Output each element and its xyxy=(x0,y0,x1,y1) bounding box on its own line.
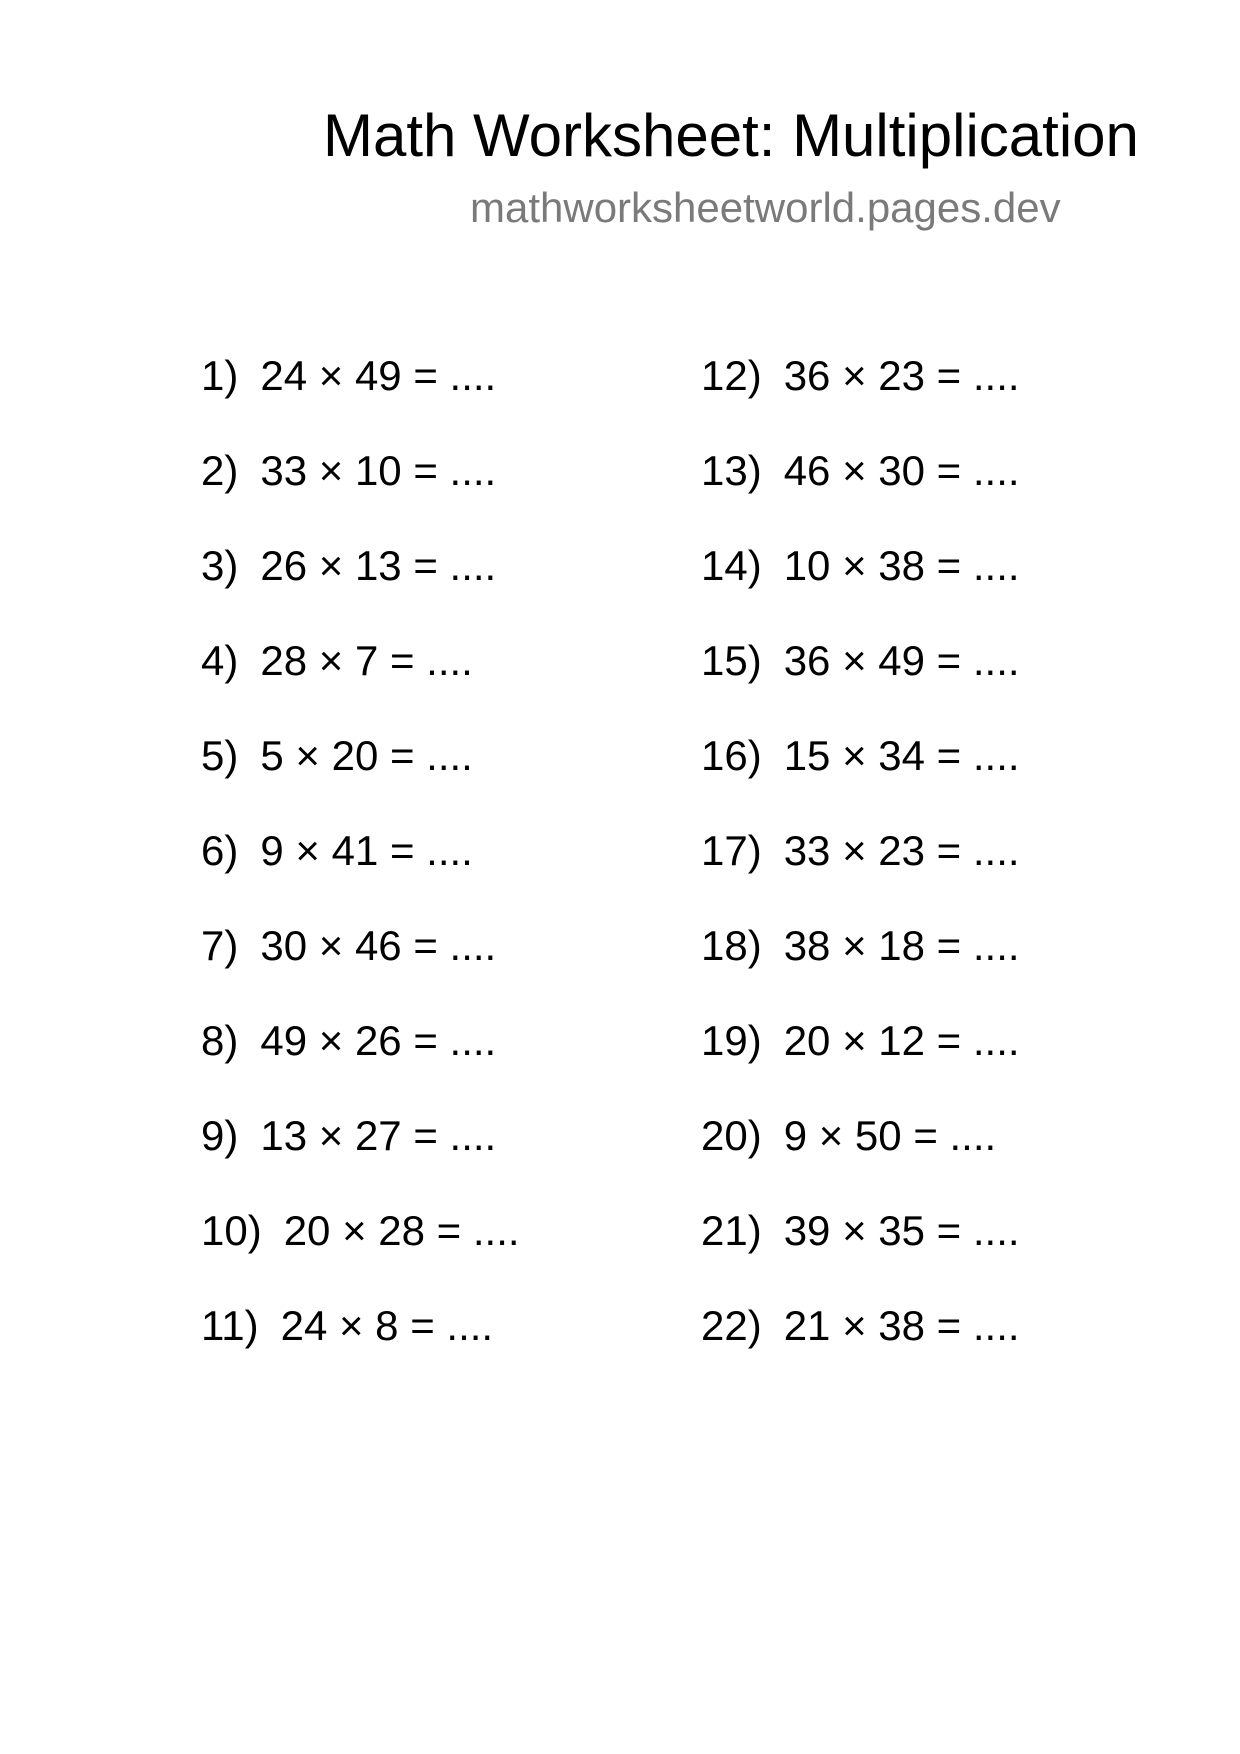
problem-item xyxy=(701,350,1020,445)
problem-expression: 36 × 49 = .... xyxy=(783,637,1020,684)
problem-item xyxy=(201,540,520,635)
problem-expression: 26 × 13 = .... xyxy=(260,542,497,589)
problem-number: 14) xyxy=(701,542,762,589)
problem-item xyxy=(701,1015,1020,1110)
problem-column-right xyxy=(701,350,1020,1395)
problem-expression: 20 × 12 = .... xyxy=(783,1017,1020,1064)
problem-expression: 49 × 26 = .... xyxy=(260,1017,497,1064)
problem-item xyxy=(701,730,1020,825)
problem-number: 1) xyxy=(201,352,239,399)
problem-expression: 9 × 41 = .... xyxy=(260,827,473,874)
problem-expression: 33 × 23 = .... xyxy=(783,827,1020,874)
problem-expression: 20 × 28 = .... xyxy=(283,1207,520,1254)
problem-number: 13) xyxy=(701,447,762,494)
problem-column-left xyxy=(201,350,520,1395)
problem-item xyxy=(201,920,520,1015)
problem-item xyxy=(701,1110,1020,1205)
problem-item xyxy=(201,1300,520,1395)
problem-number: 5) xyxy=(201,732,239,779)
problem-item xyxy=(701,825,1020,920)
problem-number: 15) xyxy=(701,637,762,684)
problem-number: 20) xyxy=(701,1112,762,1159)
problem-number: 7) xyxy=(201,922,239,969)
problem-number: 18) xyxy=(701,922,762,969)
problem-number: 11) xyxy=(201,1302,259,1349)
problem-number: 9) xyxy=(201,1112,239,1159)
problem-item xyxy=(201,350,520,445)
problem-item xyxy=(701,1300,1020,1395)
problem-expression: 21 × 38 = .... xyxy=(783,1302,1020,1349)
problem-number: 4) xyxy=(201,637,239,684)
problem-number: 12) xyxy=(701,352,762,399)
problem-number: 19) xyxy=(701,1017,762,1064)
problem-number: 10) xyxy=(201,1207,262,1254)
problem-expression: 24 × 49 = .... xyxy=(260,352,497,399)
problem-item xyxy=(201,445,520,540)
problem-expression: 36 × 23 = .... xyxy=(783,352,1020,399)
problem-item xyxy=(201,1110,520,1205)
problem-expression: 33 × 10 = .... xyxy=(260,447,497,494)
problem-item xyxy=(701,920,1020,1015)
problem-number: 6) xyxy=(201,827,239,874)
page-title: Math Worksheet: Multiplication xyxy=(323,102,1139,169)
problem-expression: 30 × 46 = .... xyxy=(260,922,497,969)
problem-item xyxy=(701,635,1020,730)
problem-expression: 9 × 50 = .... xyxy=(783,1112,997,1159)
problem-item xyxy=(701,445,1020,540)
problem-item xyxy=(701,1205,1020,1300)
problem-expression: 13 × 27 = .... xyxy=(260,1112,497,1159)
problem-number: 8) xyxy=(201,1017,239,1064)
problem-expression: 39 × 35 = .... xyxy=(783,1207,1020,1254)
problem-expression: 10 × 38 = .... xyxy=(783,542,1020,589)
problem-number: 21) xyxy=(701,1207,762,1254)
problem-item xyxy=(201,825,520,920)
problem-item xyxy=(701,540,1020,635)
problem-number: 16) xyxy=(701,732,762,779)
problem-expression: 24 × 8 = .... xyxy=(280,1302,494,1349)
problem-item xyxy=(201,730,520,825)
problem-number: 17) xyxy=(701,827,762,874)
problem-item xyxy=(201,1015,520,1110)
problem-expression: 15 × 34 = .... xyxy=(783,732,1020,779)
problem-expression: 38 × 18 = .... xyxy=(783,922,1020,969)
problem-number: 2) xyxy=(201,447,239,494)
website-url: mathworksheetworld.pages.dev xyxy=(470,184,1061,231)
problem-expression: 28 × 7 = .... xyxy=(260,637,473,684)
problem-expression: 46 × 30 = .... xyxy=(783,447,1020,494)
problem-item xyxy=(201,1205,520,1300)
problem-expression: 5 × 20 = .... xyxy=(260,732,473,779)
problem-item xyxy=(201,635,520,730)
problem-number: 22) xyxy=(701,1302,762,1349)
problem-number: 3) xyxy=(201,542,239,589)
